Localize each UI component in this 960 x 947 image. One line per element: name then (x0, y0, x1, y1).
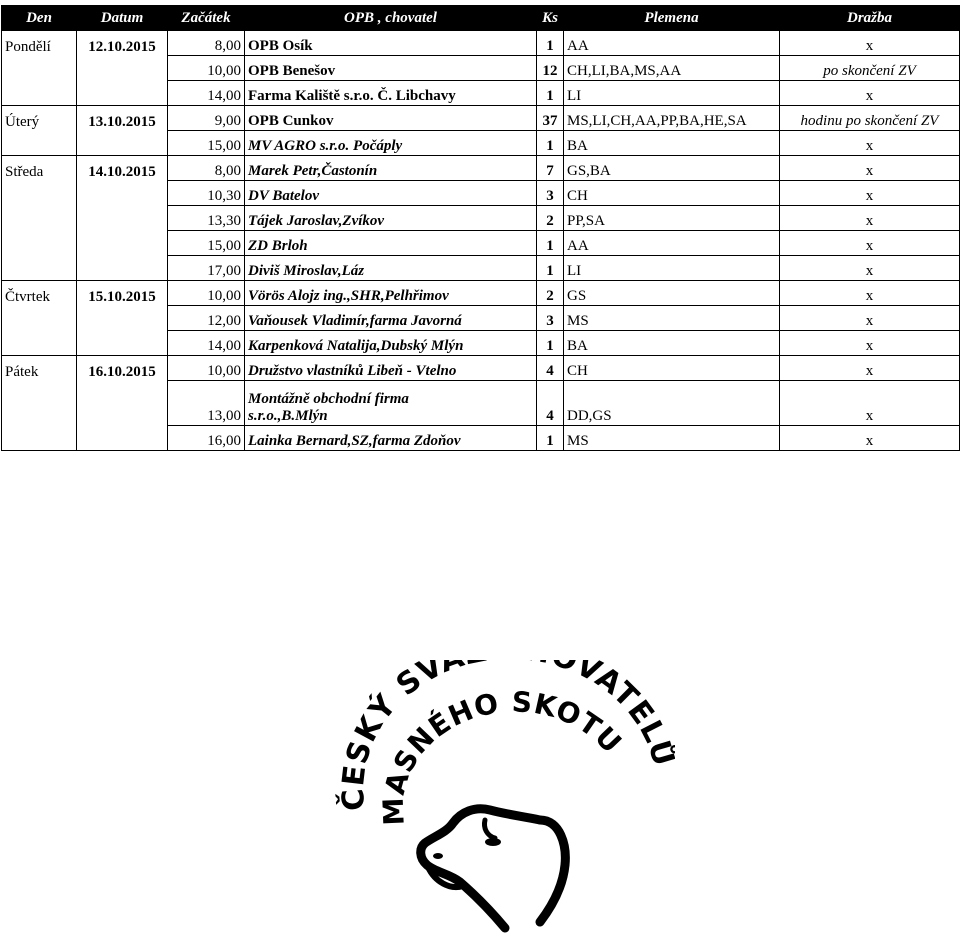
auction-cell: x (780, 81, 960, 106)
table-row (2, 56, 960, 81)
auction-cell: x (780, 231, 960, 256)
auction-cell: x (780, 306, 960, 331)
breeds-cell: PP,SA (564, 206, 780, 231)
breeds-cell: CH (564, 181, 780, 206)
breeds-cell: AA (564, 231, 780, 256)
breeder-cell: Družstvo vlastníků Libeň - Vtelno (245, 356, 537, 381)
day-cell: Pondělí (2, 31, 77, 56)
table-row (2, 281, 960, 306)
day-cell: Pátek (2, 356, 77, 381)
count-cell: 1 (537, 256, 564, 281)
breeder-line-2: s.r.o.,B.Mlýn (248, 408, 328, 424)
time-cell: 8,00 (168, 156, 245, 181)
day-cell (2, 331, 77, 356)
date-cell (77, 426, 168, 451)
breeder-cell: DV Batelov (245, 181, 537, 206)
table-header-row (2, 6, 960, 31)
day-cell (2, 381, 77, 426)
count-cell: 1 (537, 31, 564, 56)
count-cell: 1 (537, 331, 564, 356)
count-cell: 2 (537, 206, 564, 231)
date-cell (77, 181, 168, 206)
auction-cell: x (780, 31, 960, 56)
header-opb: OPB , chovatel (245, 6, 537, 31)
breeds-cell: GS (564, 281, 780, 306)
time-cell: 10,00 (168, 356, 245, 381)
date-cell (77, 206, 168, 231)
day-cell (2, 306, 77, 331)
breeder-cell (245, 381, 537, 426)
breeder-cell: Marek Petr,Častonín (245, 156, 537, 181)
breeder-line-1: Montážně obchodní firma (248, 391, 409, 407)
table-row (2, 106, 960, 131)
breeds-cell: MS (564, 306, 780, 331)
time-cell: 10,30 (168, 181, 245, 206)
breeder-cell: Karpenková Natalija,Dubský Mlýn (245, 331, 537, 356)
breeds-cell: CH,LI,BA,MS,AA (564, 56, 780, 81)
breeder-cell: Lainka Bernard,SZ,farma Zdoňov (245, 426, 537, 451)
table-row (2, 426, 960, 451)
day-cell: Středa (2, 156, 77, 181)
count-cell: 1 (537, 131, 564, 156)
auction-cell: x (780, 206, 960, 231)
day-cell (2, 131, 77, 156)
header-zacatek: Začátek (168, 6, 245, 31)
table-row (2, 156, 960, 181)
breeds-cell: LI (564, 256, 780, 281)
date-cell (77, 331, 168, 356)
time-cell: 12,00 (168, 306, 245, 331)
breeder-cell: Vörös Alojz ing.,SHR,Pelhřimov (245, 281, 537, 306)
table-row (2, 31, 960, 56)
header-datum: Datum (77, 6, 168, 31)
auction-cell: x (780, 156, 960, 181)
breeder-cell: Diviš Miroslav,Láz (245, 256, 537, 281)
auction-cell: x (780, 381, 960, 426)
header-plemena: Plemena (564, 6, 780, 31)
breeder-cell: ZD Brloh (245, 231, 537, 256)
time-cell: 9,00 (168, 106, 245, 131)
date-cell: 13.10.2015 (77, 106, 168, 131)
date-cell (77, 381, 168, 426)
table-row (2, 256, 960, 281)
breeds-cell: BA (564, 331, 780, 356)
table-row (2, 331, 960, 356)
breeds-cell: GS,BA (564, 156, 780, 181)
auction-cell: po skončení ZV (780, 56, 960, 81)
breeder-cell: MV AGRO s.r.o. Počáply (245, 131, 537, 156)
date-cell: 14.10.2015 (77, 156, 168, 181)
time-cell: 15,00 (168, 231, 245, 256)
count-cell: 4 (537, 381, 564, 426)
table-row (2, 181, 960, 206)
time-cell: 16,00 (168, 426, 245, 451)
table-row (2, 356, 960, 381)
day-cell (2, 206, 77, 231)
table-row (2, 231, 960, 256)
auction-cell: x (780, 131, 960, 156)
header-drazba: Dražba (780, 6, 960, 31)
breeder-cell: OPB Cunkov (245, 106, 537, 131)
bull-eye-icon (485, 838, 501, 846)
table-row (2, 206, 960, 231)
auction-cell: x (780, 281, 960, 306)
header-den: Den (2, 6, 77, 31)
day-cell (2, 256, 77, 281)
table-row (2, 131, 960, 156)
count-cell: 1 (537, 81, 564, 106)
header-ks: Ks (537, 6, 564, 31)
count-cell: 3 (537, 306, 564, 331)
count-cell: 2 (537, 281, 564, 306)
table-row (2, 81, 960, 106)
day-cell (2, 181, 77, 206)
breeds-cell: BA (564, 131, 780, 156)
day-cell (2, 426, 77, 451)
date-cell (77, 56, 168, 81)
table-row (2, 381, 960, 426)
time-cell: 10,00 (168, 56, 245, 81)
date-cell (77, 81, 168, 106)
breeder-cell: Tájek Jaroslav,Zvíkov (245, 206, 537, 231)
date-cell (77, 306, 168, 331)
auction-schedule-table (1, 5, 960, 451)
time-cell: 14,00 (168, 331, 245, 356)
time-cell: 8,00 (168, 31, 245, 56)
date-cell (77, 131, 168, 156)
count-cell: 12 (537, 56, 564, 81)
breeds-cell: MS (564, 426, 780, 451)
date-cell (77, 256, 168, 281)
auction-cell: x (780, 356, 960, 381)
association-logo-graphic (335, 660, 675, 940)
breeds-cell: CH (564, 356, 780, 381)
breeds-cell: AA (564, 31, 780, 56)
breeder-cell: Farma Kaliště s.r.o. Č. Libchavy (245, 81, 537, 106)
auction-cell: x (780, 331, 960, 356)
logo-text-line2: MASNÉHO SKOTU (376, 685, 629, 827)
auction-cell: hodinu po skončení ZV (780, 106, 960, 131)
breeder-cell: OPB Benešov (245, 56, 537, 81)
breeds-cell: LI (564, 81, 780, 106)
logo-text-line1: ČESKÝ SV VATEL (335, 660, 672, 813)
count-cell: 1 (537, 426, 564, 451)
breeder-cell: Vaňousek Vladimír,farma Javorná (245, 306, 537, 331)
table-row (2, 306, 960, 331)
time-cell: 13,00 (168, 381, 245, 426)
count-cell: 1 (537, 231, 564, 256)
date-cell: 15.10.2015 (77, 281, 168, 306)
date-cell: 12.10.2015 (77, 31, 168, 56)
auction-cell: x (780, 181, 960, 206)
time-cell: 14,00 (168, 81, 245, 106)
day-cell: Čtvrtek (2, 281, 77, 306)
breeder-cell: OPB Osík (245, 31, 537, 56)
bull-head-icon (421, 809, 566, 928)
count-cell: 7 (537, 156, 564, 181)
auction-cell: x (780, 256, 960, 281)
association-logo (335, 660, 675, 940)
bull-nostril-icon (433, 853, 443, 859)
date-cell (77, 231, 168, 256)
time-cell: 15,00 (168, 131, 245, 156)
auction-cell: x (780, 426, 960, 451)
date-cell: 16.10.2015 (77, 356, 168, 381)
time-cell: 13,30 (168, 206, 245, 231)
time-cell: 10,00 (168, 281, 245, 306)
time-cell: 17,00 (168, 256, 245, 281)
breeds-cell: MS,LI,CH,AA,PP,BA,HE,SA (564, 106, 780, 131)
day-cell (2, 56, 77, 81)
count-cell: 4 (537, 356, 564, 381)
count-cell: 37 (537, 106, 564, 131)
day-cell (2, 81, 77, 106)
day-cell (2, 231, 77, 256)
breeds-cell: DD,GS (564, 381, 780, 426)
day-cell: Úterý (2, 106, 77, 131)
count-cell: 3 (537, 181, 564, 206)
